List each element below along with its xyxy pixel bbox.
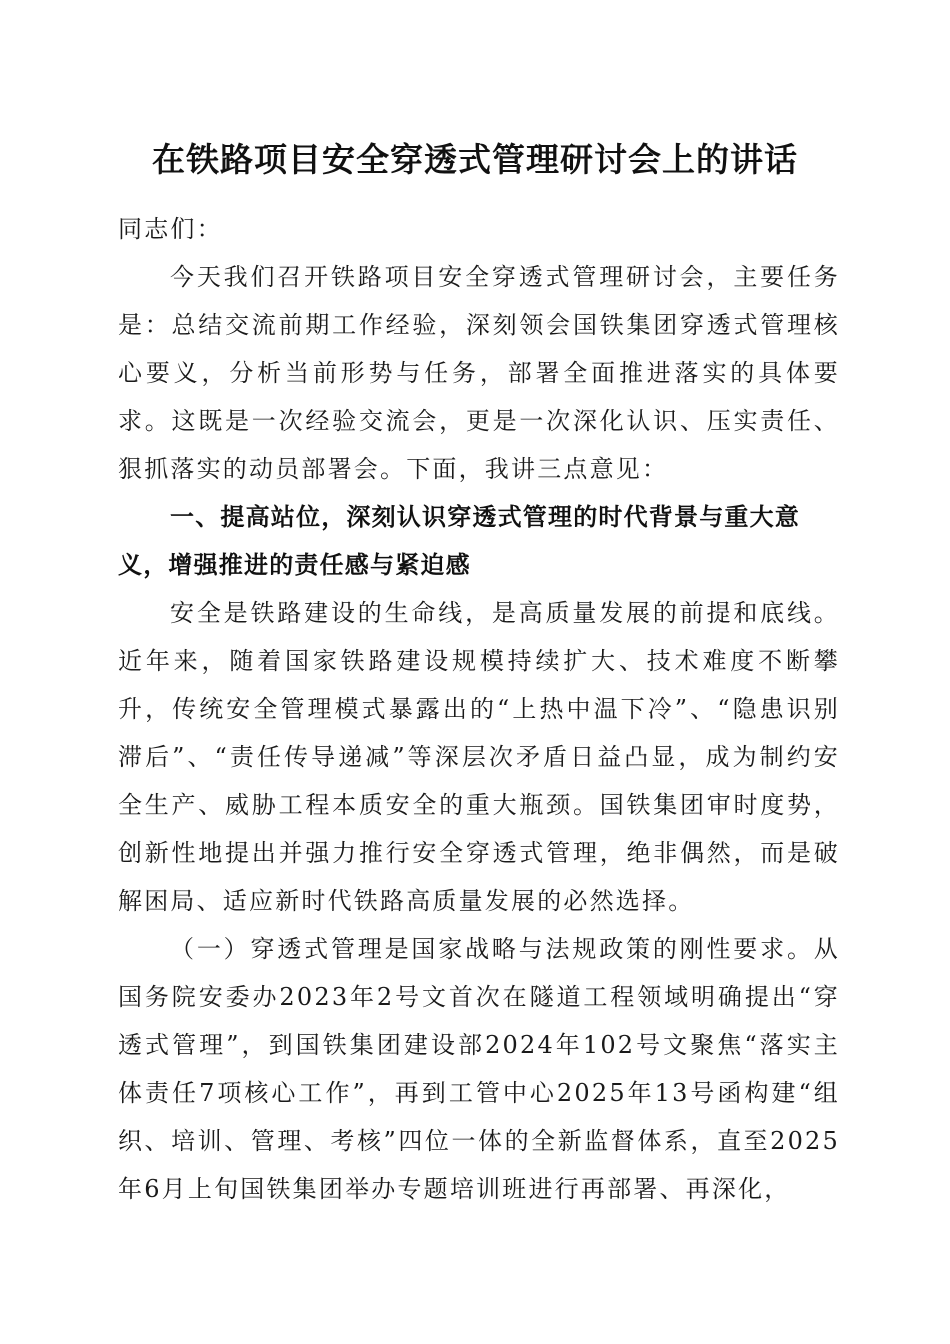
paragraph-subsection-1 <box>118 925 840 1213</box>
paragraph-background: 安全是铁路建设的生命线，是高质量发展的前提和底线。近年来，随着国家铁路建设规模持续扩大、技术难度不断攀升，传统安全管理模式暴露出的“上热中温下冷”、“隐患识别滞后”、“责任传导递减”等深层次矛盾日益凸显，成为制约安全生产、威胁工程本质安全的重大瓶颈。国铁集团审时度势，创新性地提出并强力推行安全穿透式管理，绝非偶然，而是破解困局、适应新时代铁路高质量发展的必然选择。 <box>118 599 840 915</box>
paragraph-intro: 今天我们召开铁路项目安全穿透式管理研讨会，主要任务是：总结交流前期工作经验，深刻领会国铁集团穿透式管理核心要义，分析当前形势与任务，部署全面推进落实的具体要求。这既是一次经验交流会，更是一次深化认识、压实责任、狠抓落实的动员部署会。下面，我讲三点意见： <box>118 263 840 483</box>
subsection-text: 从国务院安委办2023年2号文首次在隧道工程领域明确提出“穿透式管理”，到国铁集团建设部2024年102号文聚焦“落实主体责任7项核心工作”，再到工管中心2025年13号函构建“组织、培训、管理、考核”四位一体的全新监督体系，直至2025年6月上旬国铁集团举办专题培训班进行再部署、再深化， <box>118 935 840 1203</box>
subsection-lead: （一）穿透式管理是国家战略与法规政策的刚性要求。 <box>170 935 814 963</box>
document-body <box>118 205 840 1213</box>
salutation: 同志们： <box>118 215 223 243</box>
section-heading-1: 一、提高站位，深刻认识穿透式管理的时代背景与重大意义，增强推进的责任感与紧迫感 <box>118 503 800 579</box>
document-title: 在铁路项目安全穿透式管理研讨会上的讲话 <box>152 140 798 179</box>
